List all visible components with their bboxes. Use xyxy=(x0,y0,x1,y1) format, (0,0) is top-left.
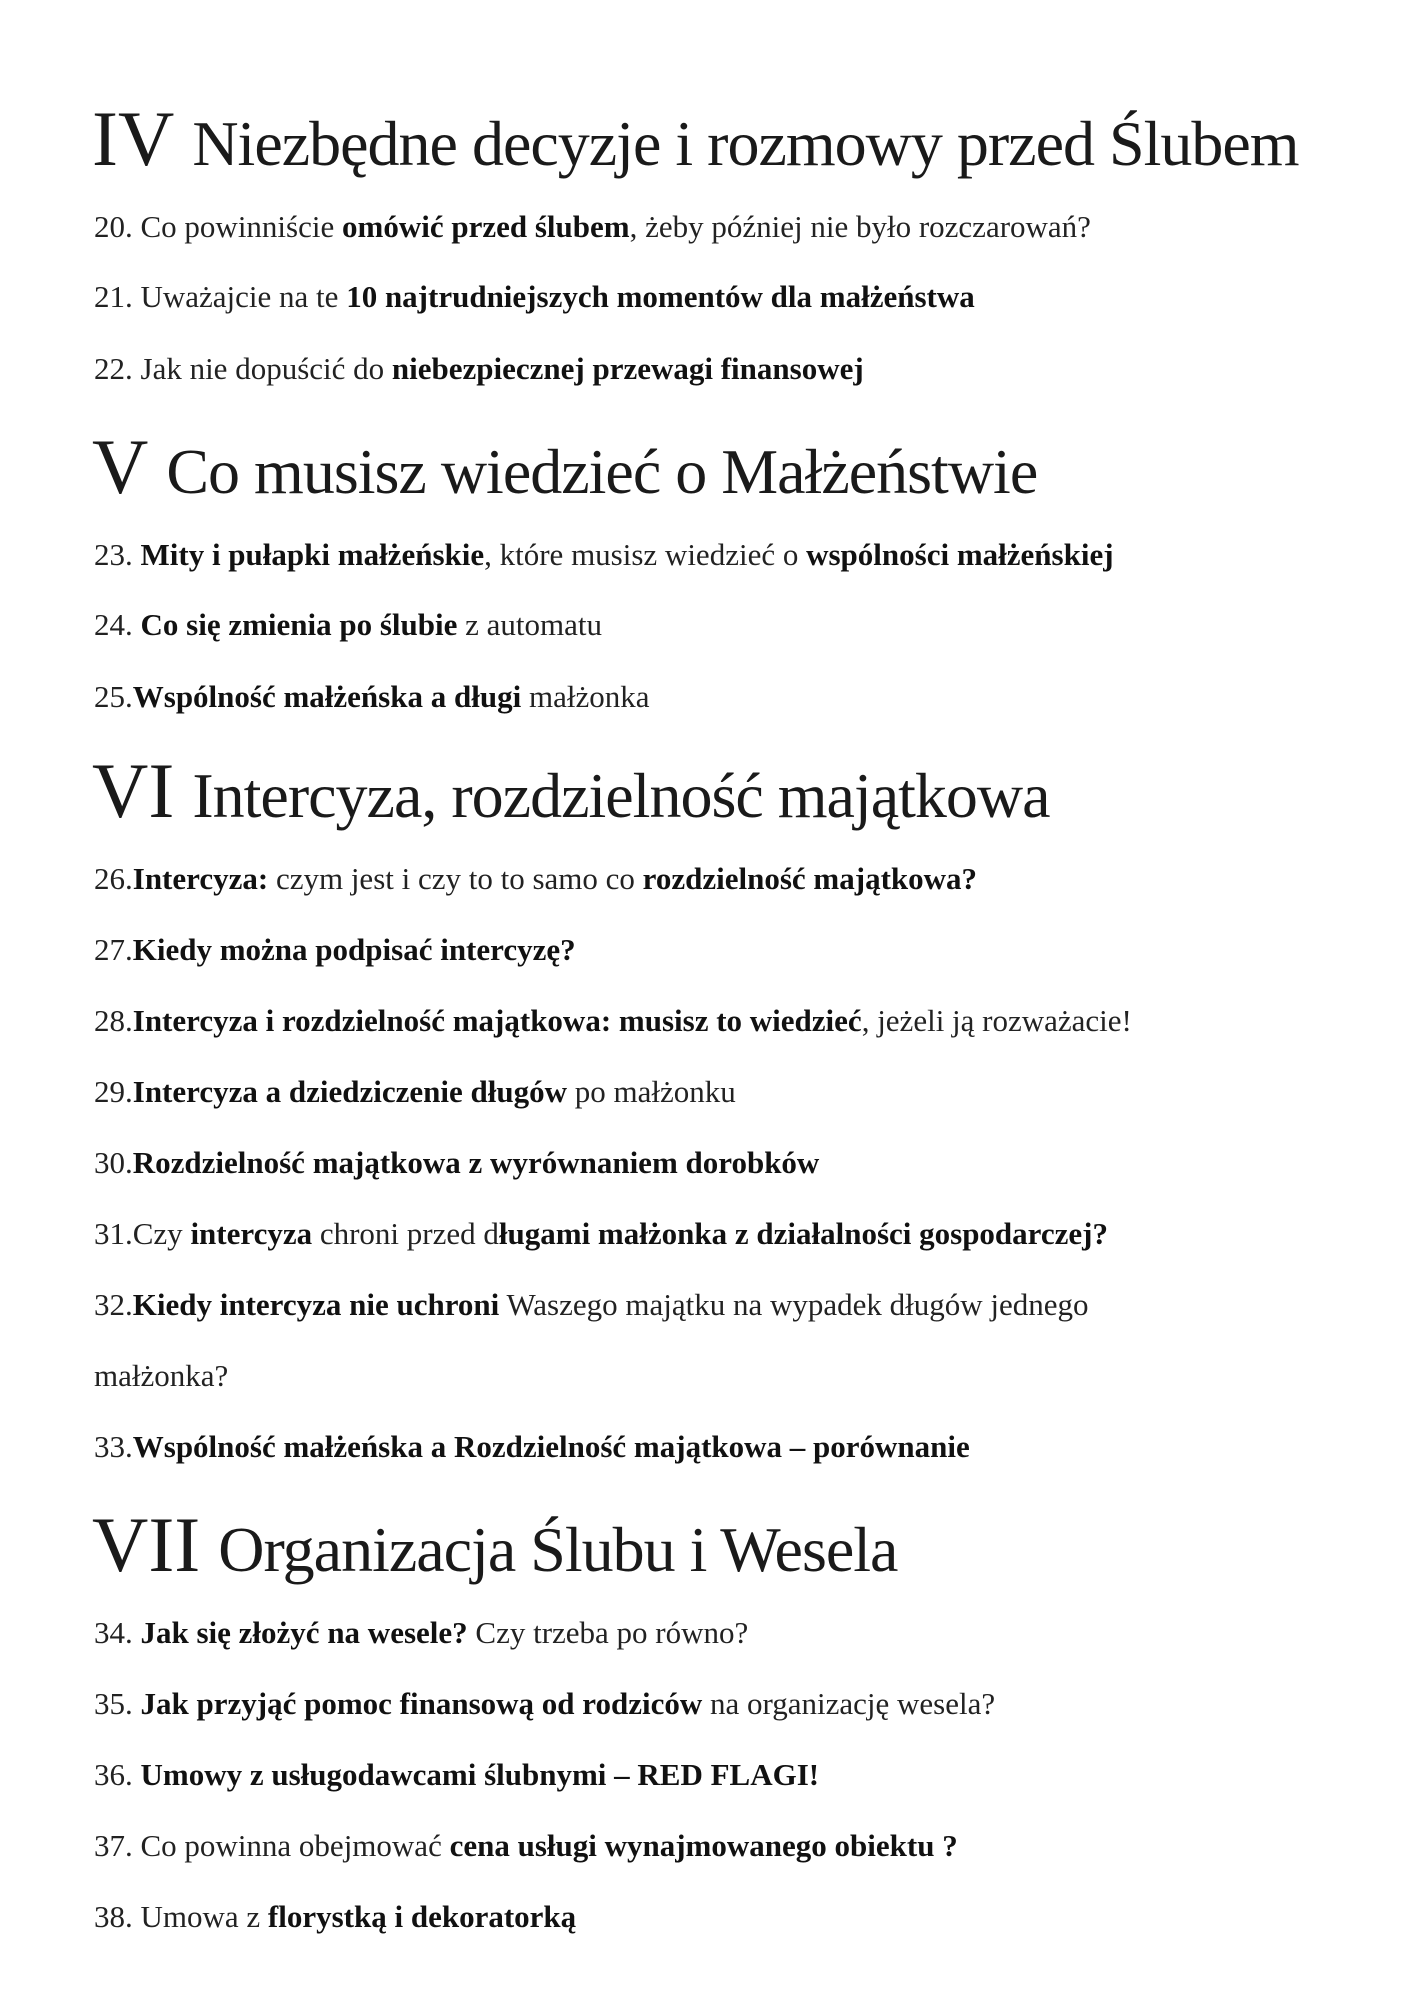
section-numeral: IV xyxy=(92,95,175,182)
list-item: 21. Uważajcie na te 10 najtrudniejszych momentów dla małżeństwa xyxy=(94,279,975,314)
section-numeral: V xyxy=(92,423,149,510)
list-item: 38. Umowa z florystką i dekoratorką xyxy=(94,1899,577,1934)
list-item: małżonka? xyxy=(94,1358,229,1393)
section-numeral: VI xyxy=(92,747,175,834)
section-numeral: VII xyxy=(92,1501,201,1588)
list-item: 37. Co powinna obejmować cena usługi wynajmowanego obiektu ? xyxy=(94,1828,958,1863)
section-title: Niezbędne decyzje i rozmowy przed Ślubem xyxy=(192,108,1299,179)
section-title: Co musisz wiedzieć o Małżeństwie xyxy=(166,436,1038,507)
list-item: 29.Intercyza a dziedziczenie długów po małżonku xyxy=(94,1074,736,1109)
section-title: Intercyza, rozdzielność majątkowa xyxy=(192,760,1050,831)
list-item: 28.Intercyza i rozdzielność majątkowa: musisz to wiedzieć, jeżeli ją rozważacie! xyxy=(94,1003,1132,1038)
section-heading-iv xyxy=(92,95,1299,182)
list-item: 27.Kiedy można podpisać intercyzę? xyxy=(94,932,576,967)
list-item: 33.Wspólność małżeńska a Rozdzielność majątkowa – porównanie xyxy=(94,1429,970,1464)
section-heading-v xyxy=(92,423,1038,510)
list-item: 22. Jak nie dopuścić do niebezpiecznej przewagi finansowej xyxy=(94,351,864,386)
list-item: 32.Kiedy intercyza nie uchroni Waszego majątku na wypadek długów jednego xyxy=(94,1287,1089,1322)
section-heading-vii xyxy=(92,1501,898,1588)
list-item: 34. Jak się złożyć na wesele? Czy trzeba po równo? xyxy=(94,1615,749,1650)
list-item: 20. Co powinniście omówić przed ślubem, żeby później nie było rozczarowań? xyxy=(94,209,1091,244)
section-heading-vi xyxy=(92,747,1050,834)
list-item: 23. Mity i pułapki małżeńskie, które musisz wiedzieć o wspólności małżeńskiej xyxy=(94,537,1114,572)
list-item: 26.Intercyza: czym jest i czy to to samo co rozdzielność majątkowa? xyxy=(94,861,978,896)
list-item: 36. Umowy z usługodawcami ślubnymi – RED FLAGI! xyxy=(94,1757,820,1792)
list-item: 31.Czy intercyza chroni przed długami małżonka z działalności gospodarczej? xyxy=(94,1216,1108,1251)
list-item: 30.Rozdzielność majątkowa z wyrównaniem dorobków xyxy=(94,1145,820,1180)
section-title: Organizacja Ślubu i Wesela xyxy=(218,1514,898,1585)
list-item: 35. Jak przyjąć pomoc finansową od rodziców na organizację wesela? xyxy=(94,1686,996,1721)
list-item: 24. Co się zmienia po ślubie z automatu xyxy=(94,607,603,642)
list-item: 25.Wspólność małżeńska a długi małżonka xyxy=(94,679,650,714)
